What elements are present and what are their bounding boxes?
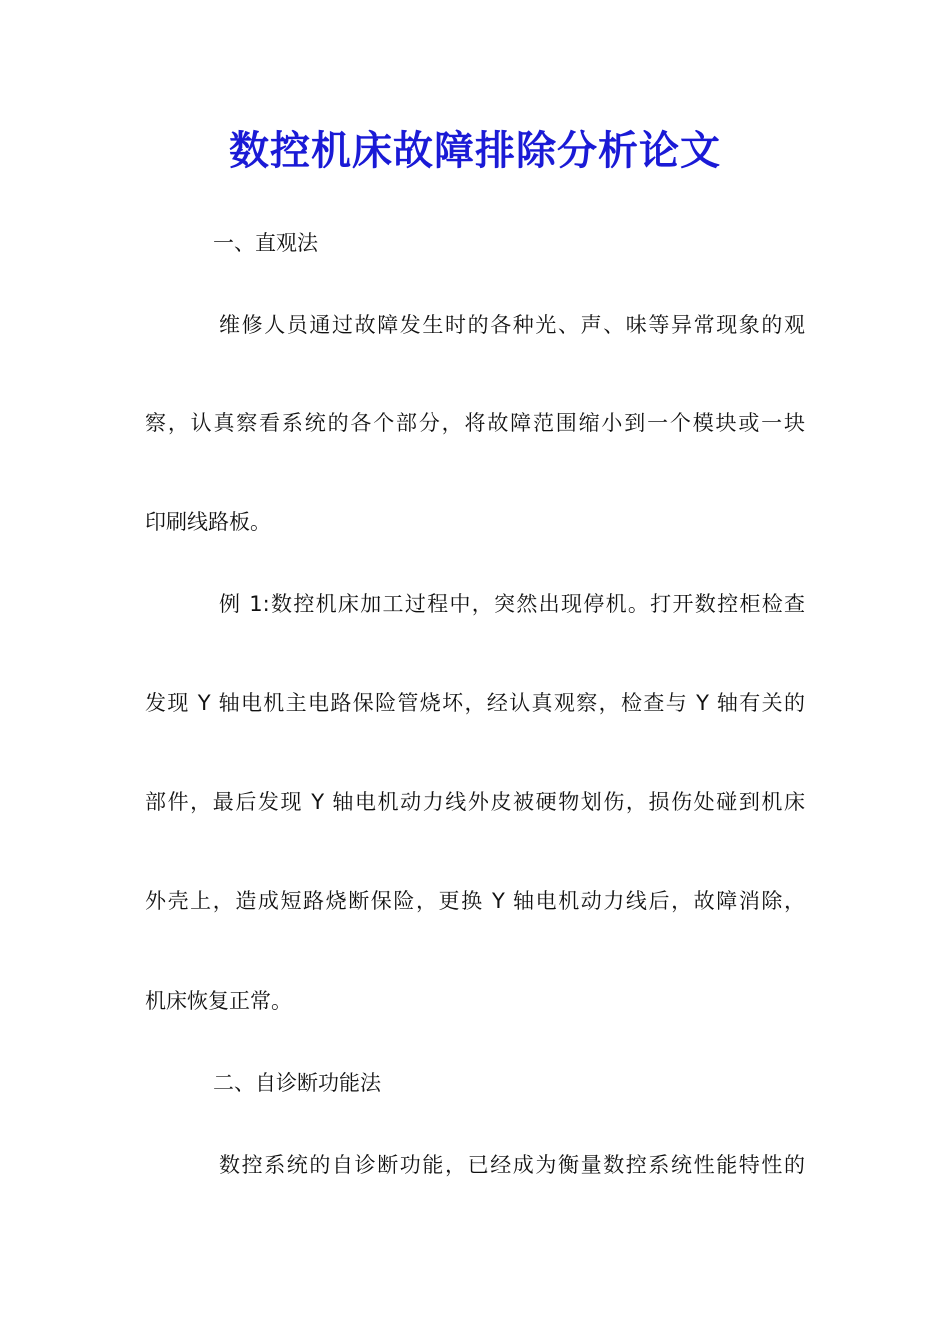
paragraph-line: 外壳上，造成短路烧断保险，更换 Y 轴电机动力线后，故障消除，: [145, 889, 805, 913]
paragraph-line: 例 1:数控机床加工过程中，突然出现停机。打开数控柜检查: [219, 592, 805, 616]
paragraph-line: 数控系统的自诊断功能，已经成为衡量数控系统性能特性的: [219, 1153, 805, 1177]
paragraph-line: 发现 Y 轴电机主电路保险管烧坏，经认真观察，检查与 Y 轴有关的: [145, 691, 805, 715]
paragraph-line: 机床恢复正常。: [145, 989, 292, 1013]
paragraph-line: 维修人员通过故障发生时的各种光、声、味等异常现象的观: [219, 313, 805, 337]
document-title: 数控机床故障排除分析论文: [229, 127, 721, 174]
section-heading-intuitive-method: 一、直观法: [213, 231, 318, 255]
paragraph-line: 察，认真察看系统的各个部分，将故障范围缩小到一个模块或一块: [145, 411, 805, 435]
paragraph-line: 印刷线路板。: [145, 510, 271, 534]
section-heading-self-diagnosis-method: 二、自诊断功能法: [213, 1071, 381, 1095]
paragraph-line: 部件，最后发现 Y 轴电机动力线外皮被硬物划伤，损伤处碰到机床: [145, 790, 805, 814]
